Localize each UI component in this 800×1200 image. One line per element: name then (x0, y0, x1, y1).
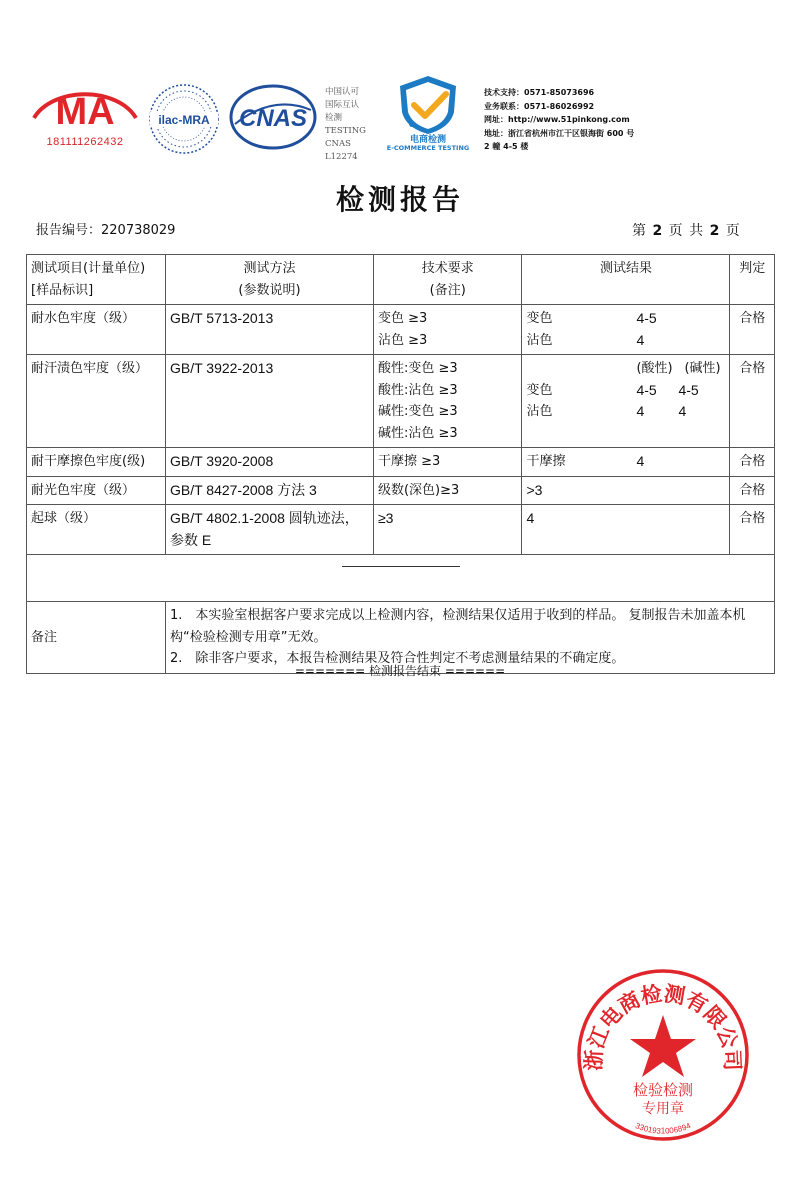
row-result (522, 448, 730, 477)
official-seal-stamp (575, 967, 751, 1143)
row-verdict: 合格 (730, 476, 775, 505)
row-method: GB/T 5713-2013 (165, 305, 373, 355)
notes-label: 备注 (27, 602, 166, 674)
seal-center-text-1: 检验检测 (632, 1081, 694, 1099)
table-row (27, 355, 775, 448)
cnas-info-line: 检测 (325, 113, 343, 123)
result-value: 4 (636, 331, 645, 348)
table-row (27, 476, 775, 505)
seal-ring-text: 浙江电商检测有限公司 (580, 980, 746, 1072)
header-item-l1: 测试项目(计量单位) (31, 261, 146, 276)
contact-phone-business: 业务联系：0571-86026992 (484, 101, 595, 111)
ecom-name: 电商检测 (409, 135, 446, 145)
result-value-acid: 4-5 (636, 381, 657, 398)
note-line: 1. 本实验室根据客户要求完成以上检测内容，检测结果仅适用于收到的样品。 复制报告未加盖本机构“检验检测专用章”无效。 (169, 608, 746, 645)
page-label: 第 (632, 223, 647, 239)
table-row (27, 305, 775, 355)
row-result (522, 355, 730, 448)
result-value-alkali: 4 (678, 403, 687, 419)
cnas-info-line: TESTING (325, 126, 366, 136)
result-value: 4-5 (636, 310, 657, 326)
table-header-row (27, 255, 775, 305)
header-item (27, 255, 166, 305)
result-label: 变色 (526, 311, 553, 326)
seal-star-icon (630, 1015, 696, 1077)
seal-center-text-2: 专用章 (642, 1101, 684, 1117)
header-method-l2: (参数说明) (238, 282, 301, 298)
row-requirement (373, 305, 522, 355)
result-line (526, 451, 725, 473)
divider-line (342, 566, 460, 587)
req-line: 变色 ≥3 (377, 311, 428, 326)
row-verdict: 合格 (730, 355, 775, 448)
cnas-info (325, 86, 385, 164)
row-requirement (373, 448, 522, 477)
req-line: 酸性:沾色 ≥3 (377, 382, 458, 398)
page-end-label: 页 (725, 223, 741, 239)
row-verdict: 合格 (730, 505, 775, 555)
row-result: 4 (522, 505, 730, 555)
cnas-logo (229, 84, 317, 150)
ilac-text: ilac-MRA (158, 113, 210, 127)
contact-phone-tech: 技术支持：0571-85073696 (484, 88, 595, 97)
row-requirement (373, 476, 522, 505)
cnas-text: CNAS (238, 105, 308, 132)
table-row (27, 448, 775, 477)
page-of-label: 页 共 (668, 223, 705, 239)
header-requirement (373, 255, 522, 305)
req-line: 碱性:沾色 ≥3 (377, 425, 458, 441)
header-result: 测试结果 (522, 255, 730, 305)
result-line (526, 380, 725, 402)
header-req-l1: 技术要求 (421, 261, 474, 276)
result-value-alkali: 4-5 (678, 381, 699, 398)
result-subheader (526, 358, 725, 380)
cnas-info-line: 中国认可 (325, 87, 360, 97)
report-number: 报告编号：220738029 (36, 223, 176, 238)
ecom-sub: E-COMMERCE TESTING (386, 144, 470, 152)
header-logos (0, 0, 800, 170)
row-method: GB/T 3920-2008 (165, 448, 373, 477)
result-line (526, 330, 725, 352)
result-acid-header: (酸性) (636, 361, 673, 376)
report-end: ======= 检测报告结束 ====== (294, 664, 506, 678)
page-indicator (632, 220, 741, 240)
result-label: 干摩擦 (526, 454, 566, 469)
cnas-info-line: CNAS L12274 (325, 139, 358, 162)
header-method-l1: 测试方法 (243, 261, 296, 276)
note-line: 2. 除非客户要求，本报告检测结果及符合性判定不考虑测量结果的不确定度。 (169, 651, 625, 666)
req-line: 碱性:变色 ≥3 (377, 404, 458, 419)
req-line: ≥3 (377, 510, 394, 526)
row-verdict: 合格 (730, 305, 775, 355)
row-item: 耐水色牢度（级） (27, 305, 166, 355)
contact-address: 地址：浙江省杭州市江干区银海街 600 号 (484, 128, 635, 138)
result-alkali-header: (碱性) (684, 361, 721, 376)
row-item: 耐干摩擦色牢度(级) (27, 448, 166, 477)
cma-number: 181111262432 (46, 136, 124, 148)
table-row (27, 505, 775, 555)
blank-cell (27, 555, 775, 602)
req-line: 级数(深色)≥3 (377, 482, 460, 498)
row-method: GB/T 4802.1-2008 圆轨迹法，参数 E (165, 505, 373, 555)
result-label: 沾色 (526, 404, 553, 419)
page-current: 2 (652, 223, 664, 239)
result-value: 4 (636, 453, 645, 469)
req-line: 酸性:变色 ≥3 (377, 361, 458, 376)
ilac-mra-logo (148, 83, 220, 155)
contact-address-2: 2 幢 4-5 楼 (484, 142, 529, 151)
row-item: 耐光色牢度（级） (27, 476, 166, 505)
result-line (526, 401, 725, 423)
header-method (165, 255, 373, 305)
row-item: 耐汗渍色牢度（级） (27, 355, 166, 448)
result-line (526, 308, 725, 330)
req-line: 沾色 ≥3 (377, 332, 428, 348)
page-total: 2 (709, 223, 721, 239)
row-verdict: 合格 (730, 448, 775, 477)
results-table (26, 254, 775, 674)
header-req-l2: (备注) (429, 282, 466, 298)
header-item-l2: [样品标识] (31, 282, 94, 298)
row-requirement (373, 505, 522, 555)
row-result: >3 (522, 476, 730, 505)
cma-logo-text: MA (55, 91, 115, 133)
contact-website: 网址：http://www.51pinkong.com (484, 115, 630, 124)
row-method: GB/T 3922-2013 (165, 355, 373, 448)
result-value-acid: 4 (636, 403, 645, 419)
req-line: 干摩擦 ≥3 (377, 454, 441, 469)
result-label: 变色 (526, 382, 553, 398)
table-blank-row (27, 555, 775, 602)
page-title: 检测报告 (335, 183, 464, 216)
row-requirement (373, 355, 522, 448)
header-verdict: 判定 (730, 255, 775, 305)
row-item: 起球（级） (27, 505, 166, 555)
row-result (522, 305, 730, 355)
seal-number: 3301931006894 (634, 1121, 692, 1136)
cnas-info-line: 国际互认 (325, 100, 360, 110)
result-label: 沾色 (526, 332, 553, 348)
contact-info (484, 86, 634, 154)
row-method: GB/T 8427-2008 方法 3 (165, 476, 373, 505)
